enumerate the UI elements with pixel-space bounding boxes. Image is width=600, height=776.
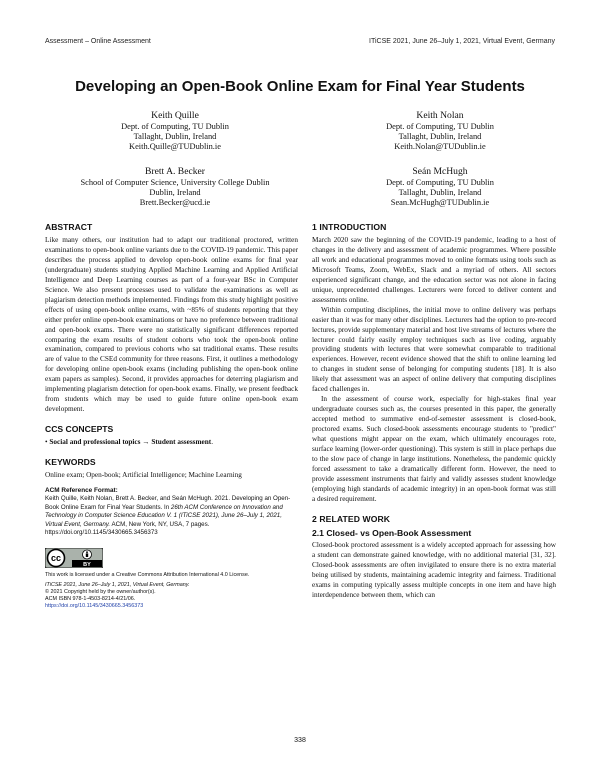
license-conference: ITiCSE 2021, June 26–July 1, 2021, Virtual Event, Germany.: [45, 581, 190, 588]
abstract-heading: ABSTRACT: [45, 222, 93, 232]
license-copyright: © 2021 Copyright held by the owner/author(s).: [45, 588, 156, 595]
author-affiliation: Dept. of Computing, TU Dublin: [386, 122, 494, 131]
left-column: [45, 222, 298, 611]
author-email: Brett.Becker@ucd.ie: [139, 198, 211, 208]
page-number: 338: [294, 737, 306, 744]
doi-link[interactable]: https://doi.org/10.1145/3430665.3456373: [45, 603, 144, 610]
ccs-end: .: [211, 438, 213, 447]
paper-title: Developing an Open-Book Online Exam for Final Year Students: [75, 78, 525, 95]
ccs-sub: Student assessment: [151, 438, 212, 447]
author-location: Tallaght, Dublin, Ireland: [398, 188, 482, 198]
related-paragraph: Closed-book proctored assessment is a widely accepted approach for assessing how a student can demonstrate gained knowledge, with no additional material [31, 32]. Closed-book assessments are often invigilated to ensure there is no extra material being utilised by students, maintaining academic integrity and fairness. Traditional exams in computing typically assess multiple concepts in one item and have high interdependence between them, which can: [312, 540, 556, 599]
author-block: [55, 110, 295, 153]
running-header-right: ITiCSE 2021, June 26–July 1, 2021, Virtual Event, Germany: [369, 38, 555, 45]
author-location: Dublin, Ireland: [149, 188, 201, 198]
related-work-heading: 2 RELATED WORK: [312, 513, 391, 524]
intro-heading: 1 INTRODUCTION: [312, 222, 387, 232]
reference-venue: 26th ACM Conference on Innovation and Technology in Computer Science Education V. 1 (ITiCSE 2021), June 26–July 1, 2021, Virtual Event, Germany.: [45, 503, 283, 528]
ccs-bullet: •: [45, 438, 48, 447]
ccs-item: Social and professional topics: [49, 438, 141, 447]
author-email: Sean.McHugh@TUDublin.ie: [390, 198, 490, 208]
ccs-heading: CCS CONCEPTS: [45, 424, 114, 435]
keywords-heading: KEYWORDS: [45, 457, 96, 468]
author-name: Brett A. Becker: [145, 166, 205, 177]
author-location: Tallaght, Dublin, Ireland: [133, 132, 217, 142]
ccs-concepts: [45, 438, 298, 448]
author-affiliation: Dept. of Computing, TU Dublin: [121, 122, 229, 131]
author-block: [320, 166, 560, 209]
author-affiliation: Dept. of Computing, TU Dublin: [386, 178, 494, 187]
subsection-heading: 2.1 Closed- vs Open-Book Assessment: [312, 527, 472, 538]
by-text: BY: [83, 561, 91, 568]
intro-paragraph: In the assessment of course work, especially for high-stakes final year undergraduate courses such as, the courses presented in this paper, the generally accepted method to summative end-of-semester assessment is closed-book, proctored exams. Such closed-book assessments encourage students to "predict" what questions might appear on the exam, which ultimately encourages rote, surface learning (lower-order questioning). This system is still in place perhaps due to the slow pace of change in large institutions. Nonetheless, the pandemic quickly forced assessment to take a dramatically different form. However, the need to provide assessment instruments that fairly and validly assesses student knowledge (employing high standards of academic integrity) in an open-book format was still a desired requirement.: [312, 395, 556, 503]
intro-paragraph: March 2020 saw the beginning of the COVID-19 pandemic, leading to a host of changes in the delivery and assessment of academic programmes. Where possible all work and educational programmes moved to online formats using tools such as Microsoft Teams, Zoom, WebEx, Slack and a myriad of others. All sectors experienced significant change, and the education sector was not alone in facing unique, unprecedented challenges. Lecturers were forced to deliver content and assessments online.: [312, 236, 556, 304]
right-column: [312, 222, 556, 600]
license-text: This work is licensed under a Creative Commons Attribution International 4.0 License.: [45, 571, 250, 578]
abstract-text: Like many others, our institution had to adapt our traditional proctored, written examinations to open-book online variants due to the COVID-19 pandemic. This paper describes the process applied to develop open-book online exams for final year (undergraduate) students studying Applied Machine Learning and Applied Artificial Intelligence and Deep Learning courses as part of a four-year BSc in Computer Science. We also present processes used to validate the examinations as well as plagiarism detection methods implemented. Findings from this study highlight positive effects of using open-book online exams, with ~85% of students reporting that they either prefer online open-book examinations or have no preference between traditional and open-book exams. There were no statistically significant differences reported comparing the exam results of student cohorts who took the open-book online examination, compared to previous cohorts who sat traditional exams. These results are of value to the CSEd community for three reasons. First, it outlines a methodology for developing online open-book exams (including publishing the open-book online exam papers as samples). Second, it provides approaches for deterring plagiarism and implementing plagiarism detection for open-book exams. Finally, we present feedback from students which may be used to guide future online open-book exam development.: [45, 236, 298, 414]
author-name: Seán McHugh: [412, 166, 468, 177]
author-email: Keith.Nolan@TUDublin.ie: [394, 142, 486, 152]
intro-paragraph: Within computing disciplines, the initial move to online delivery was perhaps easier than it was for many other disciplines. Lecturers had the option to pre-record lectures, provide supplementary material and host live streams of lectures where the lecturer could fairly easily employ techniques such as live coding, arguably providing students with lectures that were somewhat comparable to traditional experiences. However, recent evidence showed that the shift to online learning led to changes in student sense of belonging for computing students [18]. It is also likely that assessment was an aspect of online delivery that computing disciplines faced challenges in.: [312, 305, 556, 394]
reference-heading: ACM Reference Format:: [45, 487, 118, 495]
running-header-left: Assessment – Online Assessment: [45, 38, 151, 45]
cc-text: cc: [50, 552, 62, 563]
author-block: [320, 110, 560, 153]
author-affiliation: School of Computer Science, University College Dublin: [80, 178, 270, 187]
license-isbn: ACM ISBN 978-1-4503-8214-4/21/06.: [45, 596, 136, 603]
reference-text: Keith Quille, Keith Nolan, Brett A. Becker, and Seán McHugh. 2021. Developing an Open-Book Online Exam for Final Year Students. In 26th ACM Conference on Innovation and Technology in Computer Science Education V. 1 (ITiCSE 2021), June 26–July 1, 2021, Virtual Event, Germany. ACM, New York, NY, USA, 7 pages. https://doi.org/10.1145/3430665.3456373: [45, 495, 291, 537]
cc-by-icon: [45, 548, 103, 568]
keywords-text: Online exam; Open-book; Artificial Intelligence; Machine Learning: [45, 471, 242, 480]
author-email: Keith.Quille@TUDublin.ie: [129, 142, 221, 152]
arrow-icon: →: [142, 438, 150, 447]
author-name: Keith Quille: [151, 110, 199, 121]
author-location: Tallaght, Dublin, Ireland: [398, 132, 482, 142]
author-name: Keith Nolan: [416, 110, 464, 121]
license-badge: [45, 548, 298, 568]
author-block: [55, 166, 295, 209]
